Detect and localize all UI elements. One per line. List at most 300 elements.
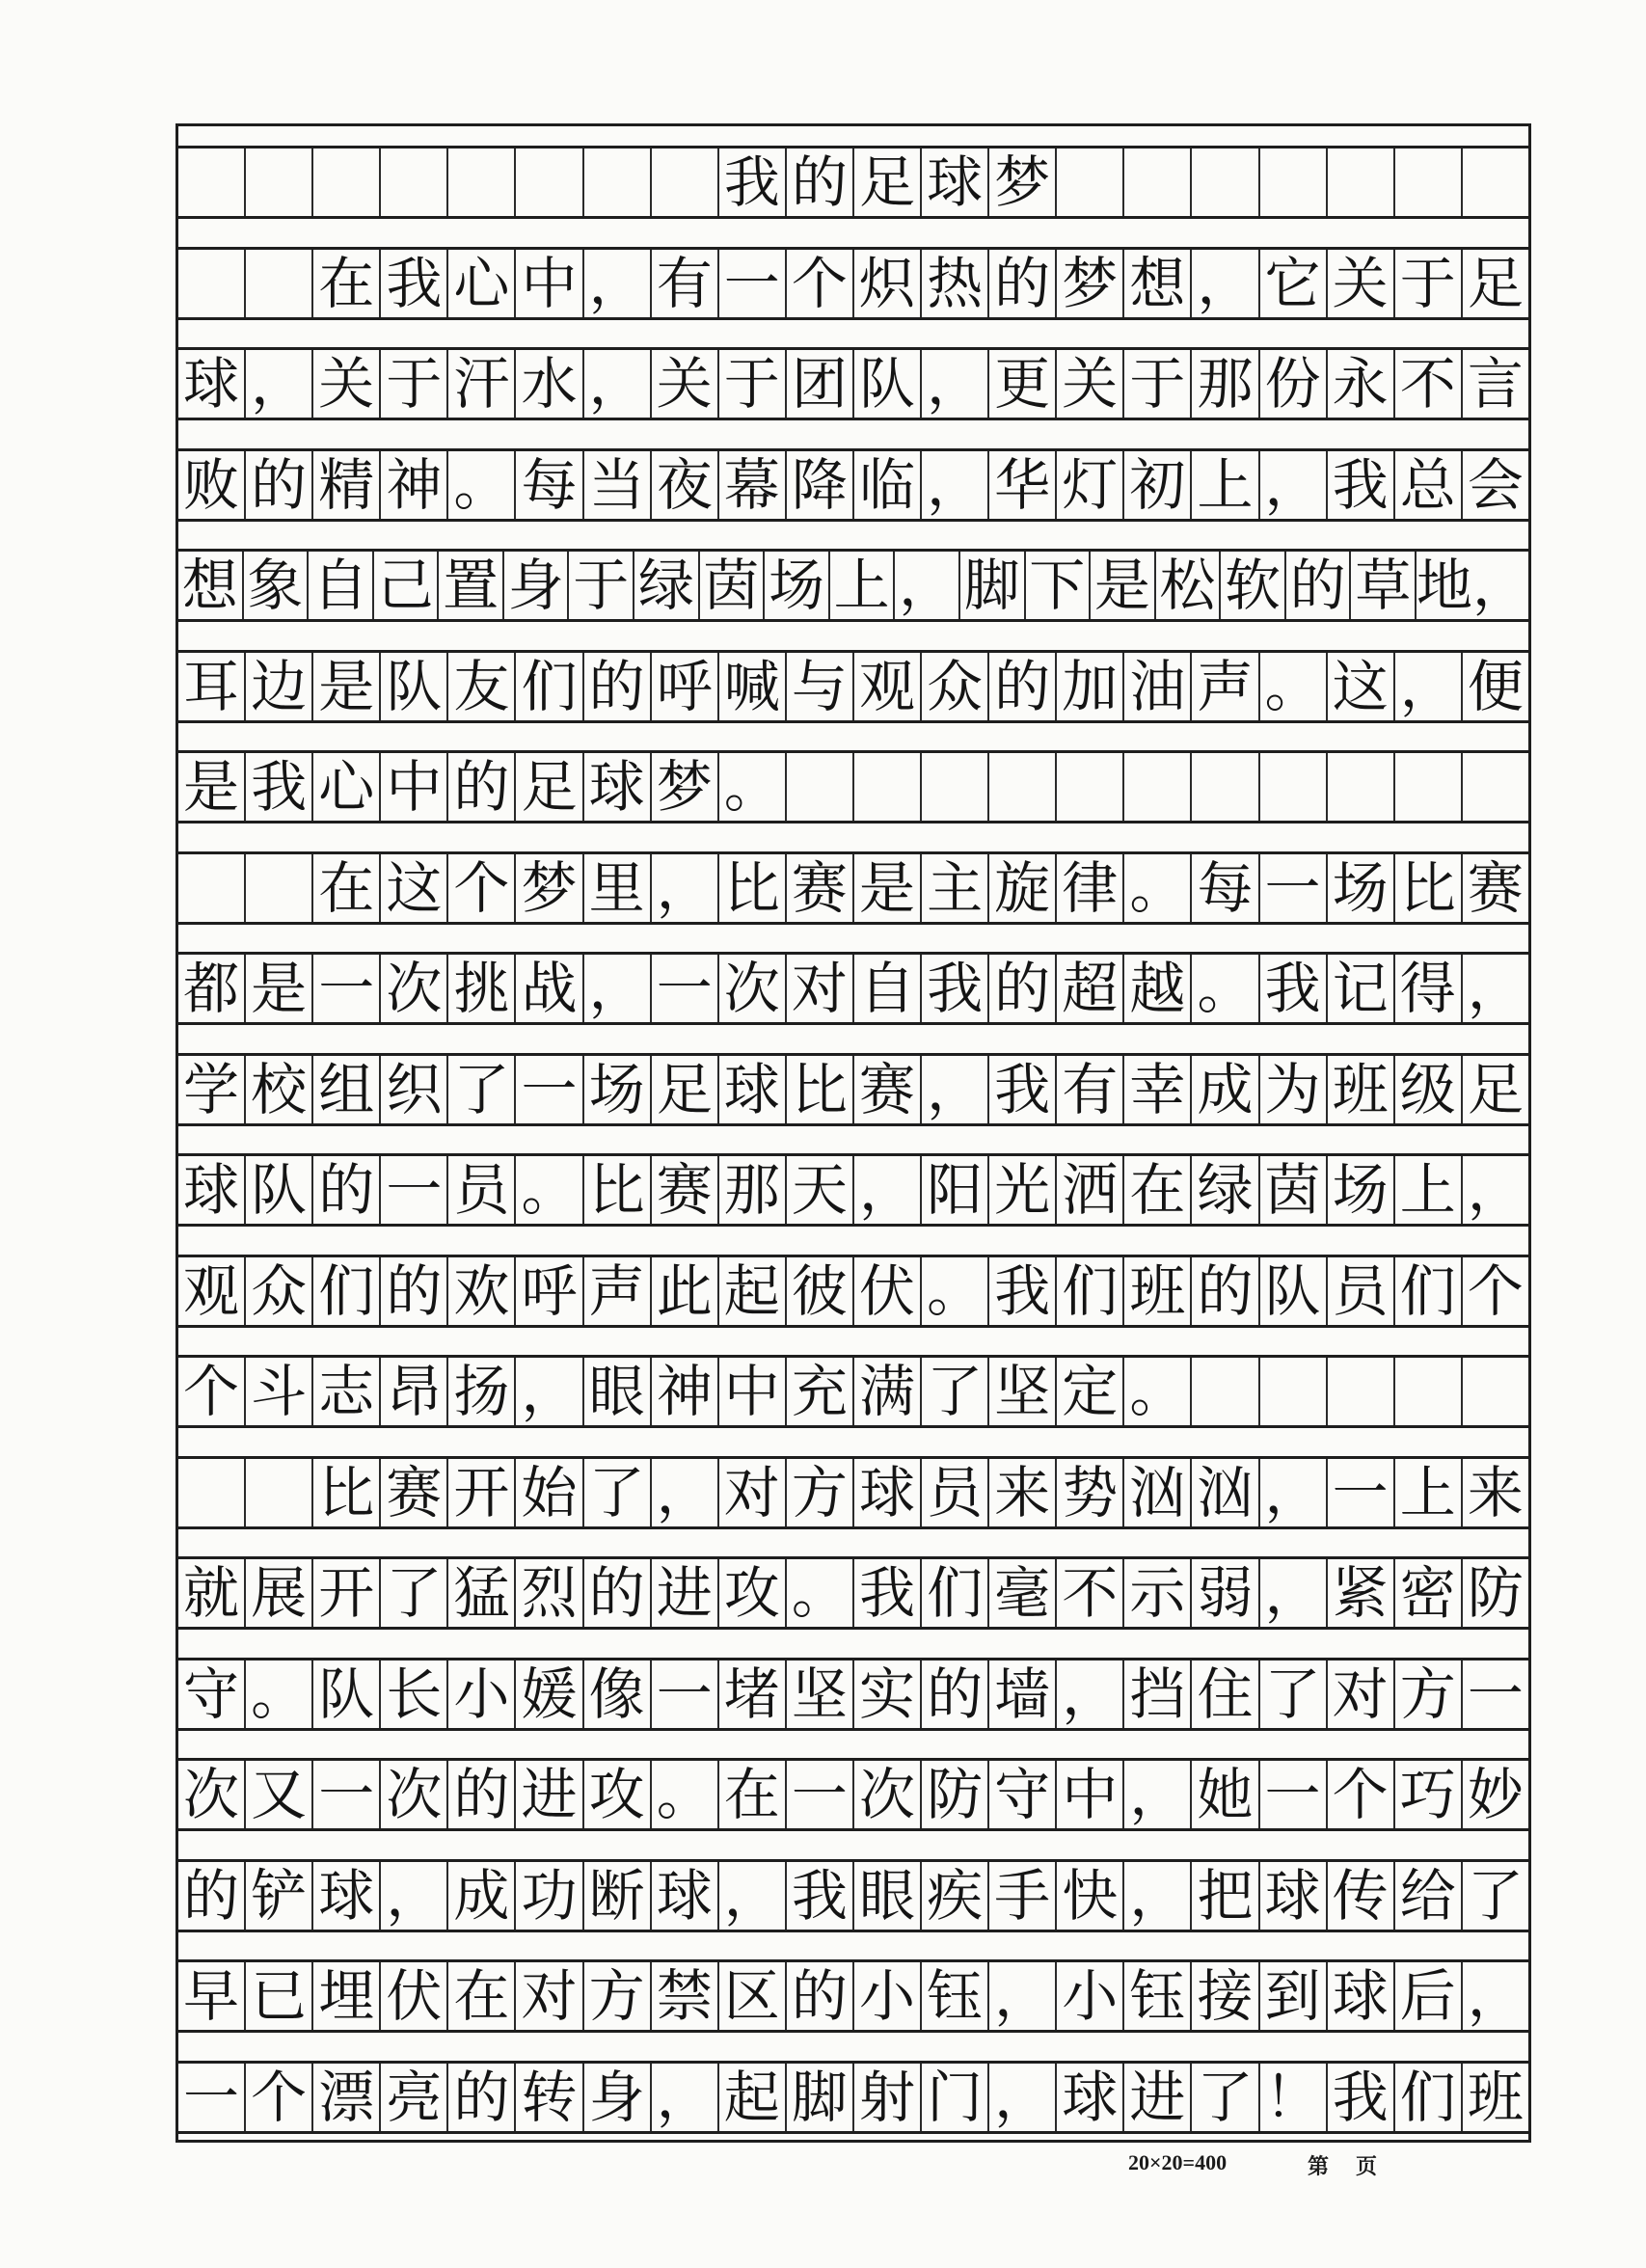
grid-cell: 足 xyxy=(1461,1056,1528,1123)
grid-cell: 挑 xyxy=(446,955,514,1022)
grid-cell: 起 xyxy=(717,2064,785,2131)
grid-cell: 了 xyxy=(1461,1862,1528,1930)
grid-cell: 与 xyxy=(785,653,852,720)
grid-cell: 球 xyxy=(1055,2064,1122,2131)
grid-cell: 成 xyxy=(446,1862,514,1930)
grid-cell: 我 xyxy=(987,1257,1055,1325)
grid-cell: 一 xyxy=(1258,854,1326,922)
grid-row xyxy=(178,1053,1528,1126)
grid-cell: 密 xyxy=(1393,1559,1461,1627)
grid-cell: 球 xyxy=(920,148,987,216)
grid-cell: 足 xyxy=(650,1056,717,1123)
grid-cell: ， xyxy=(650,2064,717,2131)
grid-cell: 得 xyxy=(1393,955,1461,1022)
grid-cell: 来 xyxy=(1461,1459,1528,1526)
grid-cell xyxy=(1258,148,1326,216)
grid-cell: 起 xyxy=(717,1257,785,1325)
grid-cell: 后 xyxy=(1393,1962,1461,2030)
grid-cell: 足 xyxy=(852,148,920,216)
grid-cell: 转 xyxy=(514,2064,581,2131)
grid-row xyxy=(178,247,1528,320)
grid-cell: 败 xyxy=(183,451,240,518)
grid-row xyxy=(178,146,1528,219)
grid-row xyxy=(178,650,1528,723)
grid-cell: 茵 xyxy=(698,552,764,619)
grid-row xyxy=(178,1153,1528,1227)
grid-cell: 的 xyxy=(1284,552,1350,619)
grid-cell: 对 xyxy=(717,1459,785,1526)
page-suffix: 页 xyxy=(1356,2154,1378,2178)
grid-cell: 弱 xyxy=(1190,1559,1257,1627)
grid-cell: 球 xyxy=(650,1862,717,1930)
grid-cell xyxy=(1393,1358,1461,1425)
grid-cell: 比 xyxy=(582,1156,650,1224)
grid-cell: 球 xyxy=(1258,1862,1326,1930)
grid-cell: 。 xyxy=(650,1761,717,1828)
grid-cell: 观 xyxy=(852,653,920,720)
grid-cell: 的 xyxy=(311,1156,379,1224)
grid-cell: ， xyxy=(717,1862,785,1930)
grid-cell: 她 xyxy=(1190,1761,1257,1828)
grid-cell: 像 xyxy=(582,1660,650,1728)
grid-cell: 于 xyxy=(1122,350,1190,418)
grid-cell: 个 xyxy=(183,1359,240,1424)
grid-cell: 比 xyxy=(311,1459,379,1526)
grid-cell: 在 xyxy=(311,250,379,317)
grid-cell: ， xyxy=(920,1056,987,1123)
grid-cell: 。 xyxy=(1190,955,1257,1022)
grid-cell xyxy=(650,148,717,216)
grid-cell: 是 xyxy=(852,854,920,922)
grid-cell: 钰 xyxy=(1122,1962,1190,2030)
grid-cell xyxy=(1190,148,1257,216)
grid-cell xyxy=(446,148,514,216)
grid-cell: 满 xyxy=(852,1358,920,1425)
grid-cell: 亮 xyxy=(379,2064,446,2131)
grid-cell: ， xyxy=(1122,1862,1190,1930)
grid-cell: 场 xyxy=(763,552,828,619)
grid-cell: 个 xyxy=(1461,1257,1528,1325)
page-number-label xyxy=(1308,2150,1377,2180)
grid-cell: 扬 xyxy=(446,1358,514,1425)
grid-cell: 的 xyxy=(582,653,650,720)
grid-cell: 对 xyxy=(785,955,852,1022)
grid-cell: 断 xyxy=(582,1862,650,1930)
grid-cell: 观 xyxy=(183,1257,240,1324)
grid-cell: 班 xyxy=(1326,1056,1393,1123)
grid-cell: 的 xyxy=(785,148,852,216)
grid-cell: 精 xyxy=(311,451,379,519)
grid-cell: 个 xyxy=(446,854,514,922)
grid-cell xyxy=(379,148,446,216)
grid-cell: 赛 xyxy=(1461,854,1528,922)
grid-cell: 个 xyxy=(244,2064,311,2131)
grid-row xyxy=(178,952,1528,1025)
grid-cell: 已 xyxy=(244,1962,311,2030)
grid-cell: 妙 xyxy=(1461,1761,1528,1828)
grid-cell: 绿 xyxy=(1190,1156,1257,1224)
grid-cell: ， xyxy=(650,1459,717,1526)
grid-cell: 我 xyxy=(987,1056,1055,1123)
grid-cell: 己 xyxy=(372,552,438,619)
grid-cell: 光 xyxy=(987,1156,1055,1224)
grid-cell: 小 xyxy=(852,1962,920,2030)
grid-cell: 里 xyxy=(582,854,650,922)
grid-cell xyxy=(1258,1358,1326,1425)
grid-cell: 中 xyxy=(379,753,446,821)
grid-row xyxy=(178,1859,1528,1932)
grid-cell: 一 xyxy=(514,1056,581,1123)
grid-cell: 这 xyxy=(379,854,446,922)
grid-cell: 彼 xyxy=(785,1257,852,1325)
grid-cell: 的 xyxy=(446,1761,514,1828)
grid-cell: 都 xyxy=(183,956,240,1021)
grid-cell: 茵 xyxy=(1258,1156,1326,1224)
grid-cell: 梦 xyxy=(650,753,717,821)
grid-cell: 们 xyxy=(1393,1257,1461,1325)
grid-cell: 呼 xyxy=(514,1257,581,1325)
grid-cell: 眼 xyxy=(582,1358,650,1425)
grid-cell: 永 xyxy=(1326,350,1393,418)
grid-cell: 志 xyxy=(311,1358,379,1425)
grid-cell: 当 xyxy=(582,451,650,519)
grid-cell: 的 xyxy=(244,451,311,519)
grid-cell xyxy=(1393,753,1461,821)
grid-cell: 攻 xyxy=(717,1559,785,1627)
grid-row xyxy=(178,1758,1528,1831)
grid-cell: 我 xyxy=(1326,2064,1393,2131)
grid-cell: 梦 xyxy=(514,854,581,922)
grid-cell: 一 xyxy=(379,1156,446,1224)
grid-cell: 的 xyxy=(379,1257,446,1325)
grid-cell: 织 xyxy=(379,1056,446,1123)
grid-cell: 加 xyxy=(1055,653,1122,720)
grid-cell: 球 xyxy=(183,351,240,417)
grid-cell: 幸 xyxy=(1122,1056,1190,1123)
grid-cell: ， xyxy=(1190,250,1257,317)
grid-cell: 的 xyxy=(446,753,514,821)
grid-cell: 在 xyxy=(311,854,379,922)
grid-cell: 墙 xyxy=(987,1660,1055,1728)
grid-cell: 给 xyxy=(1393,1862,1461,1930)
grid-cell: ， xyxy=(1461,955,1528,1022)
grid-cell: 。 xyxy=(1258,653,1326,720)
grid-cell: 想 xyxy=(1122,250,1190,317)
grid-cell: 猛 xyxy=(446,1559,514,1627)
grid-cell: 伏 xyxy=(379,1962,446,2030)
grid-cell: 赛 xyxy=(379,1459,446,1526)
grid-cell: 于 xyxy=(567,552,633,619)
grid-cell: 的 xyxy=(183,1862,240,1929)
grid-cell: 了 xyxy=(1190,2064,1257,2131)
grid-cell: 。 xyxy=(717,753,785,821)
grid-cell xyxy=(178,250,244,317)
grid-cell: 眼 xyxy=(852,1862,920,1930)
grid-cell: ， xyxy=(987,2064,1055,2131)
grid-cell: 在 xyxy=(717,1761,785,1828)
grid-cell: 赛 xyxy=(785,854,852,922)
grid-cell: 众 xyxy=(244,1257,311,1325)
grid-cell: 临 xyxy=(852,451,920,519)
grid-cell: 队 xyxy=(379,653,446,720)
grid-cell: 球 xyxy=(1326,1962,1393,2030)
grid-row xyxy=(178,750,1528,824)
grid-cell: 我 xyxy=(379,250,446,317)
grid-cell: 伏 xyxy=(852,1257,920,1325)
grid-cell: 那 xyxy=(717,1156,785,1224)
grid-cell: 赛 xyxy=(650,1156,717,1224)
grid-cell: 于 xyxy=(379,350,446,418)
grid-cell: 定 xyxy=(1055,1358,1122,1425)
grid-cell: 班 xyxy=(1461,2064,1528,2131)
grid-cell: 一 xyxy=(183,2064,240,2130)
grid-cell: 小 xyxy=(446,1660,514,1728)
grid-cell xyxy=(244,1459,311,1526)
grid-cell: 。 xyxy=(244,1660,311,1728)
grid-cell: 球 xyxy=(582,753,650,821)
grid-row xyxy=(178,1255,1528,1328)
grid-cell: 来 xyxy=(987,1459,1055,1526)
grid-cell xyxy=(582,148,650,216)
grid-cell: 那 xyxy=(1190,350,1257,418)
grid-cell: 一 xyxy=(1258,1761,1326,1828)
grid-cell: 示 xyxy=(1122,1559,1190,1627)
grid-cell: ， xyxy=(1461,1156,1528,1224)
grid-cell: 梦 xyxy=(1055,250,1122,317)
grid-cell: 个 xyxy=(785,250,852,317)
grid-cell: 接 xyxy=(1190,1962,1257,2030)
grid-cell: 学 xyxy=(183,1056,240,1122)
grid-cell: 下 xyxy=(1024,552,1090,619)
grid-cell: 草 xyxy=(1349,552,1415,619)
grid-cell: 欢 xyxy=(446,1257,514,1325)
grid-cell xyxy=(1190,753,1257,821)
grid-cell: 球 xyxy=(852,1459,920,1526)
grid-cell: 象 xyxy=(242,552,308,619)
grid-cell: 天 xyxy=(785,1156,852,1224)
grid-cell: 律 xyxy=(1055,854,1122,922)
grid-cell: 媛 xyxy=(514,1660,581,1728)
grid-cell: 上 xyxy=(1393,1156,1461,1224)
grid-cell xyxy=(1326,1358,1393,1425)
grid-cell: 一 xyxy=(717,250,785,317)
grid-cell: 。 xyxy=(785,1559,852,1627)
grid-cell: 势 xyxy=(1055,1459,1122,1526)
grid-cell: 场 xyxy=(1326,854,1393,922)
grid-cell: ， xyxy=(1258,451,1326,519)
grid-cell: 手 xyxy=(987,1862,1055,1930)
grid-cell: 超 xyxy=(1055,955,1122,1022)
grid-cell: 方 xyxy=(785,1459,852,1526)
grid-cell: 幕 xyxy=(717,451,785,519)
grid-row xyxy=(178,347,1528,420)
grid-cell: 越 xyxy=(1122,955,1190,1022)
grid-cell: 于 xyxy=(717,350,785,418)
grid-cell: 洒 xyxy=(1055,1156,1122,1224)
grid-cell: 坚 xyxy=(785,1660,852,1728)
grid-cell: 耳 xyxy=(183,653,240,719)
grid-cell: 软 xyxy=(1219,552,1284,619)
grid-cell: 功 xyxy=(514,1862,581,1930)
grid-cell xyxy=(1122,753,1190,821)
grid-cell: 阳 xyxy=(920,1156,987,1224)
grid-cell: 们 xyxy=(1393,2064,1461,2131)
grid-cell: 展 xyxy=(244,1559,311,1627)
grid-cell: 们 xyxy=(514,653,581,720)
grid-cell: 队 xyxy=(311,1660,379,1728)
grid-cell: 烈 xyxy=(514,1559,581,1627)
grid-cell: 员 xyxy=(920,1459,987,1526)
grid-cell: 比 xyxy=(717,854,785,922)
grid-cell: 。 xyxy=(446,451,514,519)
grid-cell xyxy=(1326,753,1393,821)
grid-cell: 开 xyxy=(311,1559,379,1627)
grid-cell: 禁 xyxy=(650,1962,717,2030)
grid-cell: 进 xyxy=(1122,2064,1190,2131)
grid-cell: 中 xyxy=(514,250,581,317)
grid-row xyxy=(178,448,1528,522)
grid-cell: 炽 xyxy=(852,250,920,317)
grid-cell: 此 xyxy=(650,1257,717,1325)
grid-cell: 关 xyxy=(1055,350,1122,418)
grid-cell: 堵 xyxy=(717,1660,785,1728)
grid-cell: 的 xyxy=(785,1962,852,2030)
grid-cell: 它 xyxy=(1258,250,1326,317)
grid-cell: 级 xyxy=(1393,1056,1461,1123)
grid-cell: 战 xyxy=(514,955,581,1022)
grid-cell: 次 xyxy=(852,1761,920,1828)
grid-cell: 队 xyxy=(852,350,920,418)
grid-cell: 的 xyxy=(1190,1257,1257,1325)
grid-cell: 水 xyxy=(514,350,581,418)
grid-cell: ， xyxy=(1393,653,1461,720)
grid-cell xyxy=(178,854,244,922)
grid-cell: 比 xyxy=(1393,854,1461,922)
grid-cell: 球 xyxy=(311,1862,379,1930)
grid-cell: ， xyxy=(1258,1459,1326,1526)
grid-cell xyxy=(1122,148,1190,216)
grid-cell: 了 xyxy=(920,1358,987,1425)
grid-cell: 了 xyxy=(1258,1660,1326,1728)
grid-cell: 每 xyxy=(1190,854,1257,922)
grid-cell: 我 xyxy=(244,753,311,821)
grid-cell: 区 xyxy=(717,1962,785,2030)
grid-cell: 次 xyxy=(379,1761,446,1828)
grid-cell: 每 xyxy=(514,451,581,519)
grid-cell: 喊 xyxy=(717,653,785,720)
grid-cell: 身 xyxy=(502,552,568,619)
grid-cell: 绿 xyxy=(633,552,698,619)
grid-cell xyxy=(987,753,1055,821)
grid-cell: ， xyxy=(582,955,650,1022)
grid-cell xyxy=(1461,1358,1528,1425)
grid-cell: 的 xyxy=(987,955,1055,1022)
grid-cell: ， xyxy=(244,350,311,418)
grid-cell: ， xyxy=(1258,1559,1326,1627)
grid-cell: 记 xyxy=(1326,955,1393,1022)
grid-cell: 早 xyxy=(183,1963,240,2029)
grid-cell: 置 xyxy=(437,552,502,619)
grid-cell: 我 xyxy=(1326,451,1393,519)
grid-cell: 一 xyxy=(311,1761,379,1828)
grid-cell: 球 xyxy=(717,1056,785,1123)
grid-cell: 球 xyxy=(183,1157,240,1223)
grid-cell: 地， xyxy=(1416,553,1528,618)
grid-cell xyxy=(178,148,244,216)
grid-cell: 我 xyxy=(852,1559,920,1627)
grid-cell: 。 xyxy=(920,1257,987,1325)
grid-cell: 们 xyxy=(1055,1257,1122,1325)
grid-cell xyxy=(1326,148,1393,216)
grid-cell: 方 xyxy=(1393,1660,1461,1728)
composition-grid-sheet xyxy=(175,123,1531,2143)
grid-cell: 员 xyxy=(1326,1257,1393,1325)
grid-cell: 降 xyxy=(785,451,852,519)
grid-cell xyxy=(311,148,379,216)
grid-cell: 漂 xyxy=(311,2064,379,2131)
grid-cell: 上 xyxy=(1393,1459,1461,1526)
grid-cell: 班 xyxy=(1122,1257,1190,1325)
grid-cell: 身 xyxy=(582,2064,650,2131)
grid-cell: 疾 xyxy=(920,1862,987,1930)
grid-cell: 又 xyxy=(244,1761,311,1828)
grid-cell: 有 xyxy=(1055,1056,1122,1123)
grid-cell: ， xyxy=(920,451,987,519)
grid-cell: 对 xyxy=(1326,1660,1393,1728)
grid-cell: 对 xyxy=(514,1962,581,2030)
grid-cell xyxy=(514,148,581,216)
grid-row xyxy=(178,1959,1528,2033)
grid-cell: 昂 xyxy=(379,1358,446,1425)
grid-row xyxy=(178,1658,1528,1731)
grid-cell: 一 xyxy=(785,1761,852,1828)
grid-cell xyxy=(920,753,987,821)
grid-cell: 防 xyxy=(920,1761,987,1828)
grid-cell: 足 xyxy=(1461,250,1528,317)
grid-cell: 实 xyxy=(852,1660,920,1728)
grid-cell: 比 xyxy=(785,1056,852,1123)
grid-cell: 关 xyxy=(650,350,717,418)
grid-cell: 脚 xyxy=(785,2064,852,2131)
grid-cell: 是 xyxy=(311,653,379,720)
grid-cell: 这 xyxy=(1326,653,1393,720)
grid-cell: 队 xyxy=(244,1156,311,1224)
grid-cell: ， xyxy=(1461,1962,1528,2030)
grid-cell: 足 xyxy=(514,753,581,821)
grid-cell: 为 xyxy=(1258,1056,1326,1123)
grid-cell: 射 xyxy=(852,2064,920,2131)
grid-cell xyxy=(1055,753,1122,821)
grid-cell: 的 xyxy=(987,250,1055,317)
grid-cell: 的 xyxy=(987,653,1055,720)
grid-cell: ！ xyxy=(1258,2064,1326,2131)
grid-cell: ， xyxy=(582,250,650,317)
grid-cell: 中 xyxy=(717,1358,785,1425)
grid-cell: 一 xyxy=(1326,1459,1393,1526)
grid-cell: 便 xyxy=(1461,653,1528,720)
grid-cell: 旋 xyxy=(987,854,1055,922)
grid-cell: 始 xyxy=(514,1459,581,1526)
grid-cell: 一 xyxy=(650,1660,717,1728)
grid-cell xyxy=(178,1459,244,1526)
grid-cell: 众 xyxy=(920,653,987,720)
page-prefix: 第 xyxy=(1308,2154,1330,2178)
grid-cell: 中 xyxy=(1055,1761,1122,1828)
grid-cell: 夜 xyxy=(650,451,717,519)
grid-cell: 我 xyxy=(717,148,785,216)
grid-cell: 松 xyxy=(1154,552,1220,619)
grid-cell: 就 xyxy=(183,1560,240,1626)
